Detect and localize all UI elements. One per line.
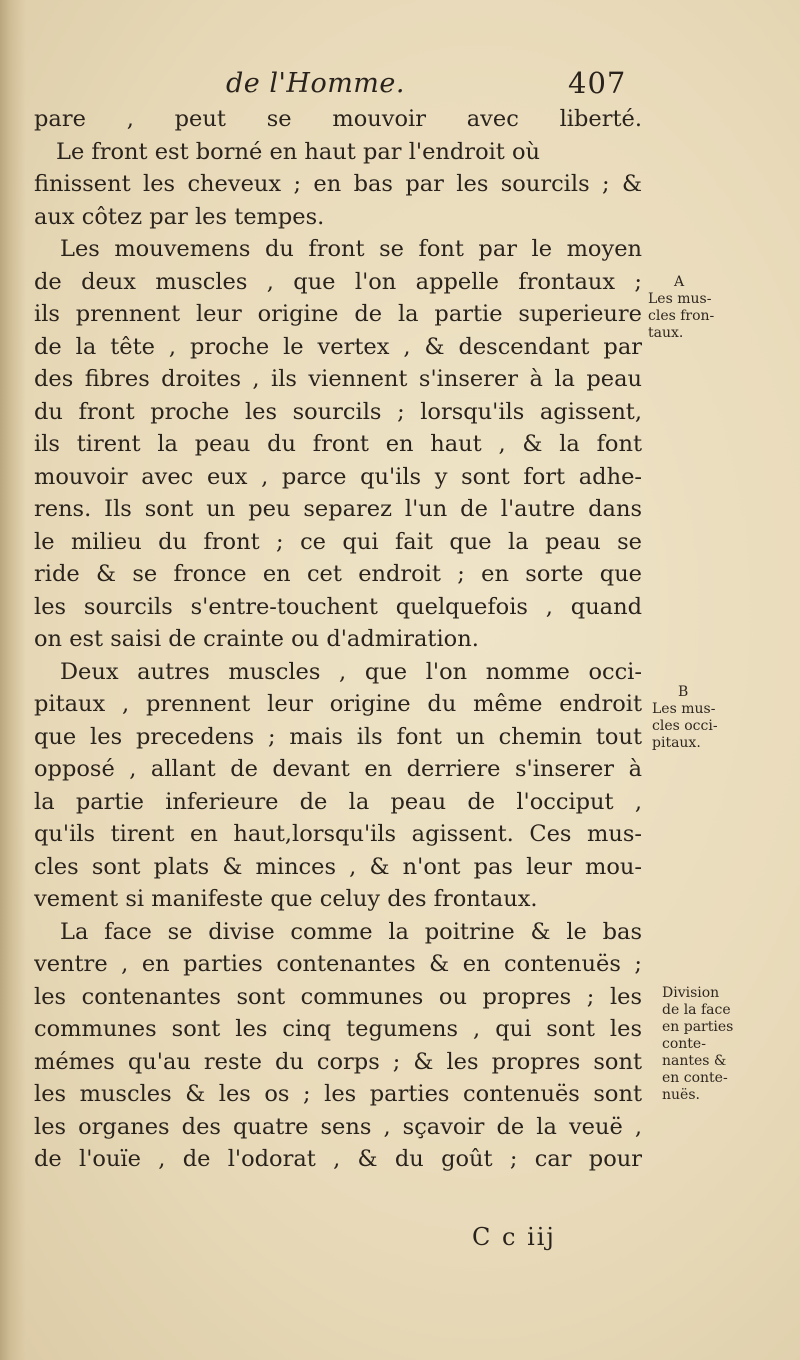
margin-note-letter: A [674,274,685,290]
text-line: on est saisi de crainte ou d'admiration. [34,626,479,652]
margin-note-line: Les mus- [652,701,716,717]
text-line: du front proche les sourcils ; lorsqu'ils agissent, [34,398,642,425]
margin-note-frontal-muscles [648,274,714,342]
margin-note-line: de la face [662,1002,731,1018]
text-line: qu'ils tirent en haut,lorsqu'ils agissent. Ces mus- [34,821,642,847]
text-line: opposé , allant de devant en derriere s'inserer à [34,756,642,782]
margin-note-line: cles occi- [652,718,718,734]
text-line: les sourcils s'entre-touchent quelquefois , quand [34,593,642,620]
text-line: Le front est borné en haut par l'endroit où [56,138,541,165]
text-line: mouvoir avec eux , parce qu'ils y sont fort adhe- [34,463,642,490]
margin-note-line: cles fron- [648,308,715,324]
gutter-shadow [0,0,26,1360]
text-line: les muscles & les os ; les parties contenuës sont [34,1081,642,1107]
signature-mark: C c iij [472,1223,556,1251]
margin-note-line: conte- [662,1036,706,1052]
margin-note-line: pitaux. [652,735,701,751]
text-line: des fibres droites , ils viennent s'inserer à la peau [34,366,642,392]
text-line: ride & se fronce en cet endroit ; en sorte que [34,561,642,587]
text-line: de l'ouïe , de l'odorat , & du goût ; car pour [34,1146,642,1172]
text-line: de deux muscles , que l'on appelle frontaux ; [34,268,642,295]
text-line: ils prennent leur origine de la partie superieure [34,301,642,327]
text-line: Deux autres muscles , que l'on nomme occi- [60,658,642,685]
margin-note-line: en parties [662,1019,734,1035]
text-line: rens. Ils sont un peu separez l'un de l'autre dans [34,496,642,522]
text-line: aux côtez par les tempes. [34,203,325,230]
margin-note-line: taux. [648,325,684,341]
margin-note-line: nantes & [662,1053,727,1069]
text-line: finissent les cheveux ; en bas par les sourcils ; & [34,171,642,197]
running-head: de l'Homme. [226,68,405,99]
text-line: mémes qu'au reste du corps ; & les propres sont [34,1048,642,1075]
page-number: 407 [568,66,627,100]
text-line: pitaux , prennent leur origine du même endroit [34,691,642,717]
text-line: communes sont les cinq tegumens , qui sont les [34,1016,642,1042]
margin-note-line: nuës. [662,1087,700,1103]
text-line: cles sont plats & minces , & n'ont pas leur mou- [34,853,642,880]
text-line: Les mouvemens du front se font par le moyen [60,236,642,262]
margin-note-face-division [662,985,733,1104]
margin-note-line: Division [662,985,720,1001]
text-line: La face se divise comme la poitrine & le bas [60,918,642,945]
margin-note-line: en conte- [662,1070,728,1086]
text-line: vement si manifeste que celuy des frontaux. [34,886,538,912]
text-line: les organes des quatre sens , sçavoir de la veuë , [34,1113,642,1140]
text-line: les contenantes sont communes ou propres ; les [34,983,642,1010]
text-line: ils tirent la peau du front en haut , & la font [34,431,642,457]
body-text [34,103,642,1176]
text-line: le milieu du front ; ce qui fait que la peau se [34,528,642,555]
text-line: que les precedens ; mais ils font un chemin tout [34,723,642,750]
margin-note-line: Les mus- [648,291,712,307]
text-line: ventre , en parties contenantes & en contenuës ; [34,951,642,977]
text-line: la partie inferieure de la peau de l'occiput , [34,788,642,815]
text-line: pare , peut se mouvoir avec liberté. [34,106,642,132]
margin-note-letter: B [678,684,689,700]
margin-note-occipital-muscles [652,684,718,752]
text-line: de la tête , proche le vertex , & descendant par [34,333,642,360]
